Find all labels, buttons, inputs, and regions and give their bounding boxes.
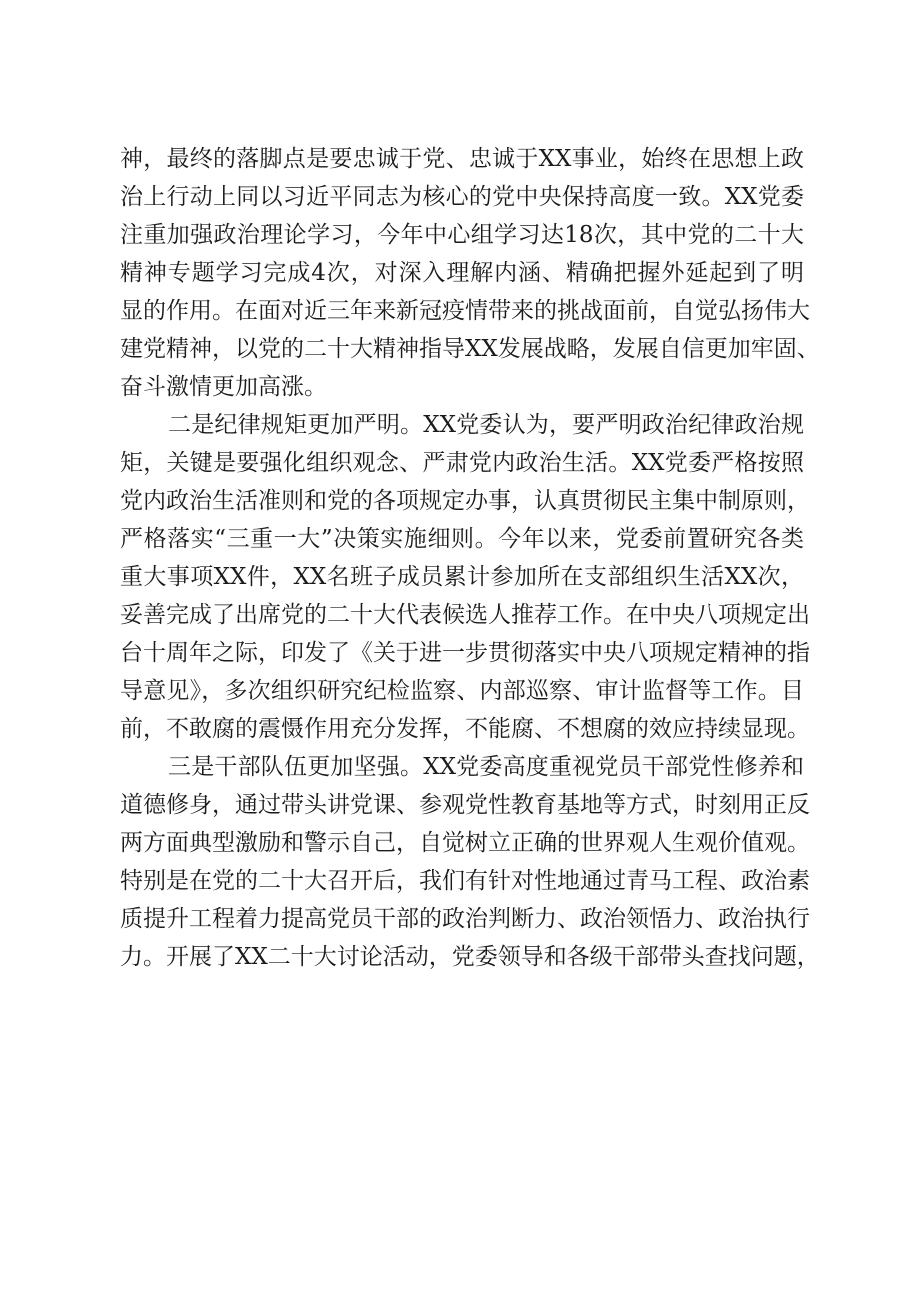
text-line: 质提升工程着力提高党员干部的政治判断力、政治领悟力、政治执行 — [120, 906, 810, 932]
text-line: 重大事项XX件，XX名班子成员累计参加所在支部组织生活XX次， — [120, 564, 804, 590]
text-line: 奋斗激情更加高涨。 — [120, 374, 327, 400]
text-line: 道德修身，通过带头讲党课、参观党性教育基地等方式，时刻用正反 — [120, 792, 810, 818]
text-line: 三是干部队伍更加坚强。XX党委高度重视党员干部党性修养和 — [168, 754, 804, 780]
text-line: 精神专题学习完成4次，对深入理解内涵、精确把握外延起到了明 — [120, 260, 804, 286]
text-line: 显的作用。在面对近三年来新冠疫情带来的挑战面前，自觉弘扬伟大 — [120, 298, 810, 324]
document-body — [120, 140, 820, 976]
text-line: 妥善完成了出席党的二十大代表候选人推荐工作。在中央八项规定出 — [120, 602, 810, 628]
text-line: 建党精神，以党的二十大精神指导XX发展战略，发展自信更加牢固、 — [120, 336, 820, 362]
text-line: 二是纪律规矩更加严明。XX党委认为，要严明政治纪律政治规 — [168, 412, 804, 438]
text-line: 前，不敢腐的震慑作用充分发挥，不能腐、不想腐的效应持续显现。 — [120, 716, 810, 742]
text-line: 矩，关键是要强化组织观念、严肃党内政治生活。XX党委严格按照 — [120, 450, 804, 476]
text-line: 治上行动上同以习近平同志为核心的党中央保持高度一致。XX党委 — [120, 184, 804, 210]
text-line: 力。开展了XX二十大讨论活动，党委领导和各级干部带头查找问题， — [120, 944, 820, 970]
text-line: 党内政治生活准则和党的各项规定办事，认真贯彻民主集中制原则， — [120, 488, 810, 514]
text-line: 神，最终的落脚点是要忠诚于党、忠诚于XX事业，始终在思想上政 — [120, 146, 804, 172]
text-line: 严格落实“三重一大”决策实施细则。今年以来，党委前置研究各类 — [120, 526, 804, 552]
text-line: 台十周年之际，印发了《关于进一步贯彻落实中央八项规定精神的指 — [120, 640, 810, 666]
text-line: 注重加强政治理论学习，今年中心组学习达18次，其中党的二十大 — [120, 222, 804, 248]
text-line: 导意见》，多次组织研究纪检监察、内部巡察、审计监督等工作。目 — [120, 678, 804, 704]
text-line: 特别是在党的二十大召开后，我们有针对性地通过青马工程、政治素 — [120, 868, 810, 894]
text-line: 两方面典型激励和警示自己，自觉树立正确的世界观人生观价值观。 — [120, 830, 810, 856]
